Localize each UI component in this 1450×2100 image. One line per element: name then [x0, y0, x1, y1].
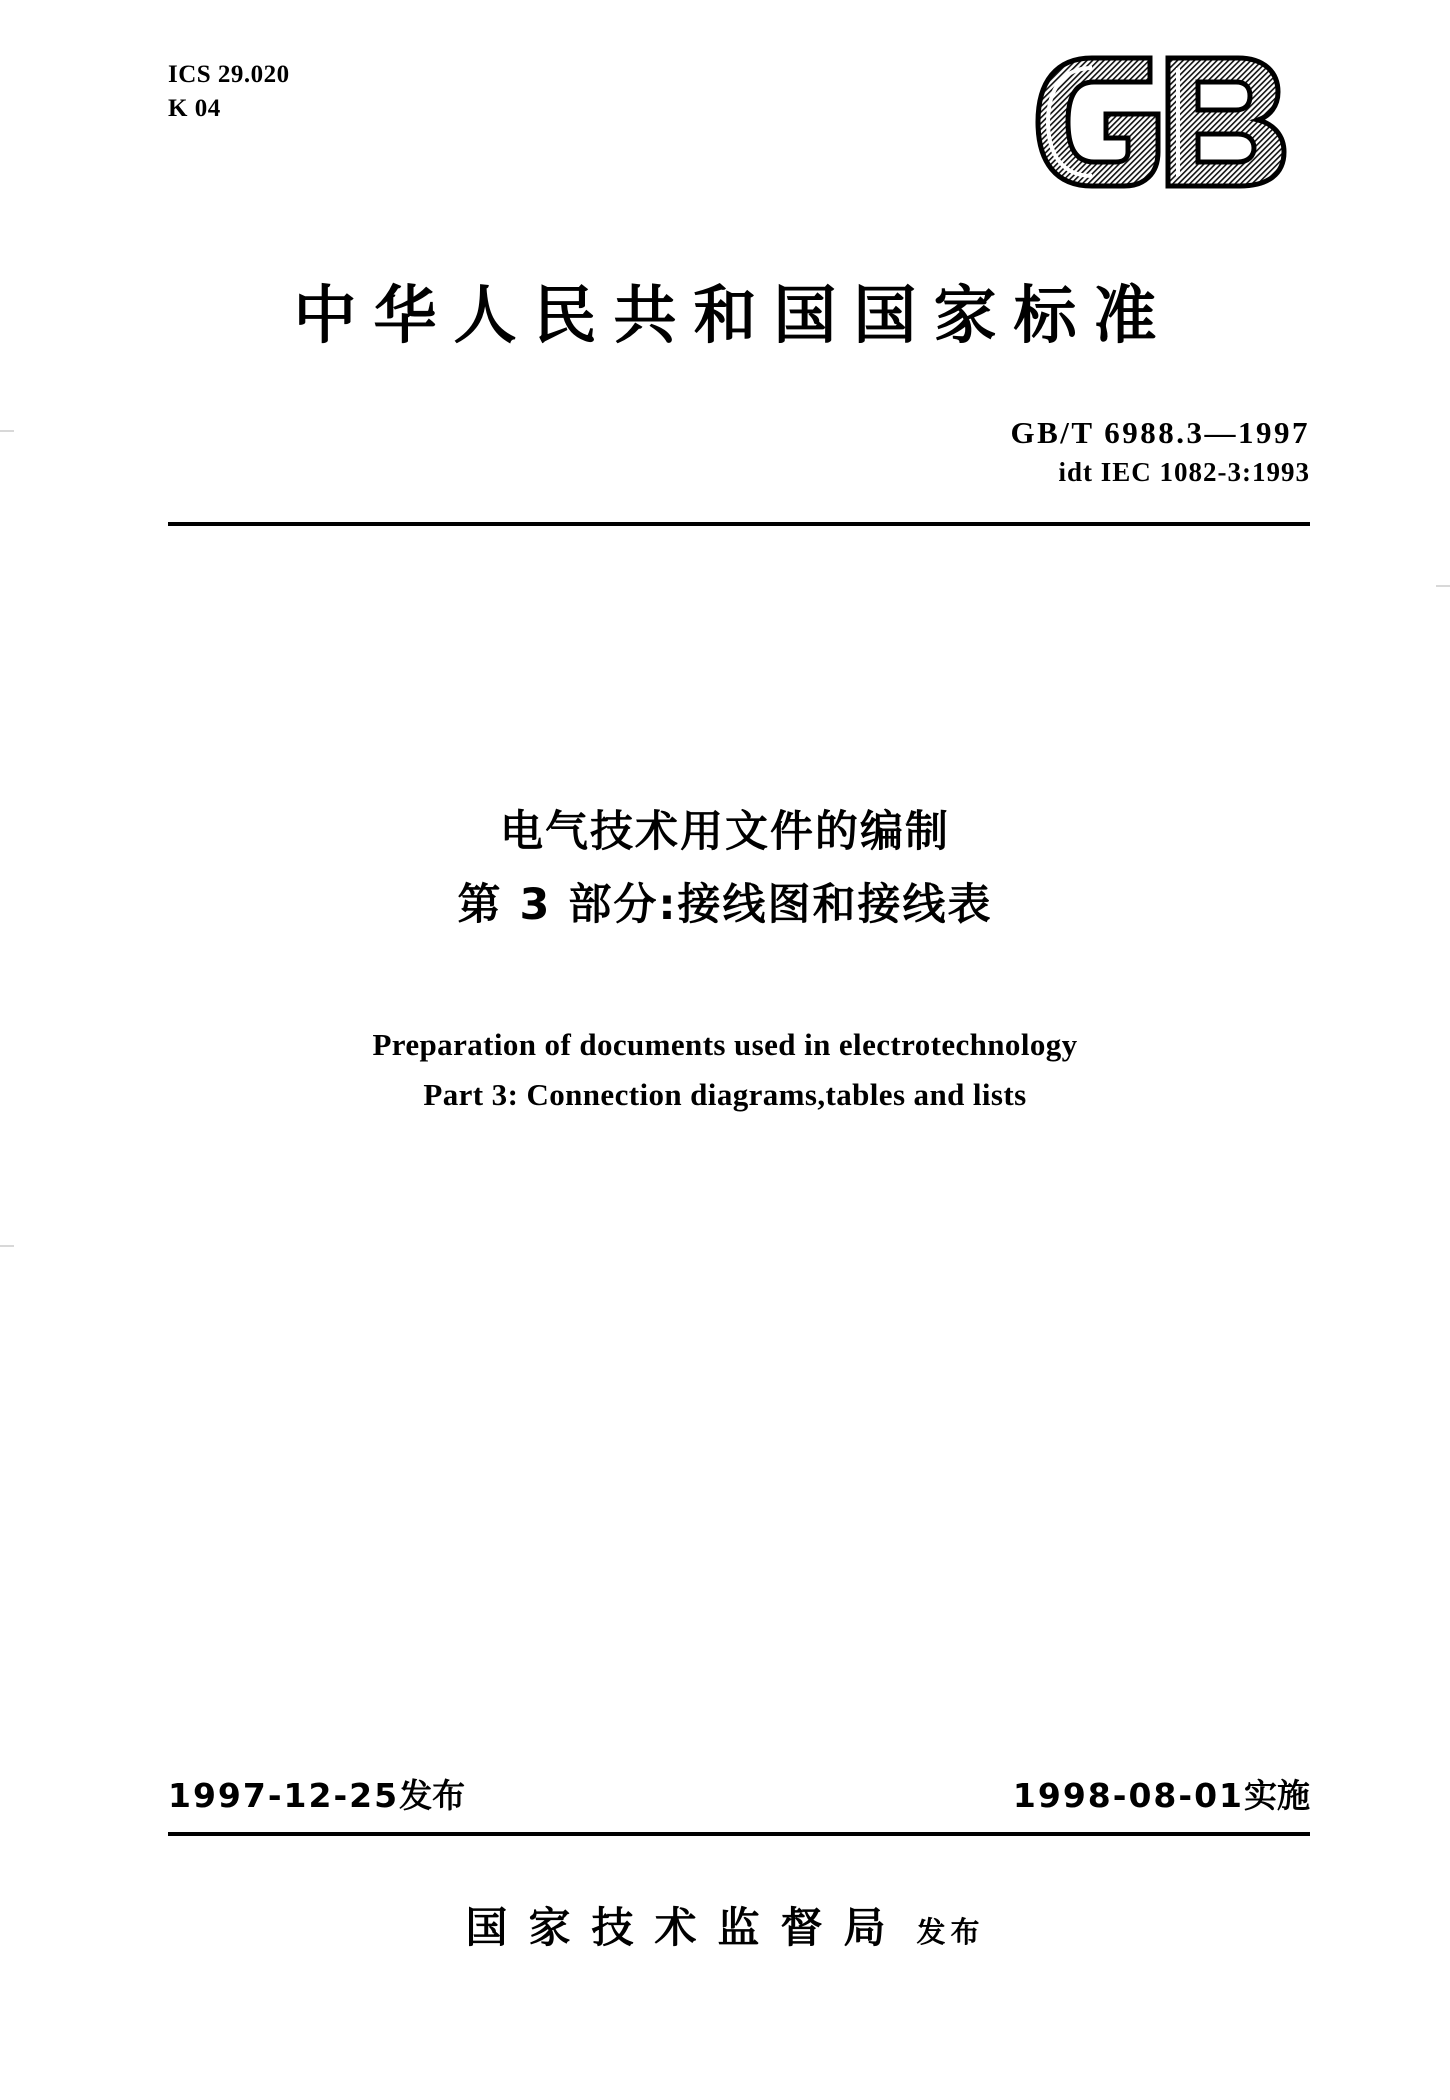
page-edge-mark [1436, 585, 1450, 587]
standard-number-block [1010, 415, 1310, 488]
document-title-en-line1: Preparation of documents used in electrotechnology [372, 1027, 1078, 1062]
page-edge-mark [0, 1245, 14, 1247]
idt-reference: idt IEC 1082-3:1993 [1058, 457, 1310, 487]
document-title-cn-line2: 第 3 部分:接线图和接线表 [457, 879, 993, 930]
issuer-block [0, 1895, 1450, 1955]
national-standard-heading: 中华人民共和国国家标准 [293, 279, 1174, 352]
document-title-cn [0, 800, 1450, 937]
effective-date: 1998-08-01 [1012, 1776, 1244, 1815]
header-divider [168, 522, 1310, 526]
issue-label: 发布 [399, 1776, 466, 1815]
issuer-verb: 发布 [916, 1915, 985, 1949]
dates-row [168, 1770, 1310, 1817]
document-title-en-line2: Part 3: Connection diagrams,tables and lists [423, 1077, 1027, 1113]
issue-date: 1997-12-25 [168, 1776, 400, 1815]
document-title-cn-line1: 电气技术用文件的编制 [500, 807, 950, 857]
page-edge-mark [0, 430, 14, 432]
document-title-en [0, 1020, 1450, 1120]
issue-date-group [168, 1770, 465, 1817]
effective-date-group [1013, 1770, 1310, 1817]
ics-classification-block [168, 58, 290, 126]
classification-code: K 04 [168, 94, 221, 122]
standard-number: GB/T 6988.3—1997 [1010, 415, 1310, 450]
ics-code: ICS 29.020 [168, 61, 290, 88]
footer-divider [168, 1832, 1310, 1836]
gb-emblem-icon [1032, 52, 1302, 192]
issuer-organization: 国家技术监督局 [465, 1903, 907, 1952]
effective-label: 实施 [1244, 1776, 1310, 1815]
